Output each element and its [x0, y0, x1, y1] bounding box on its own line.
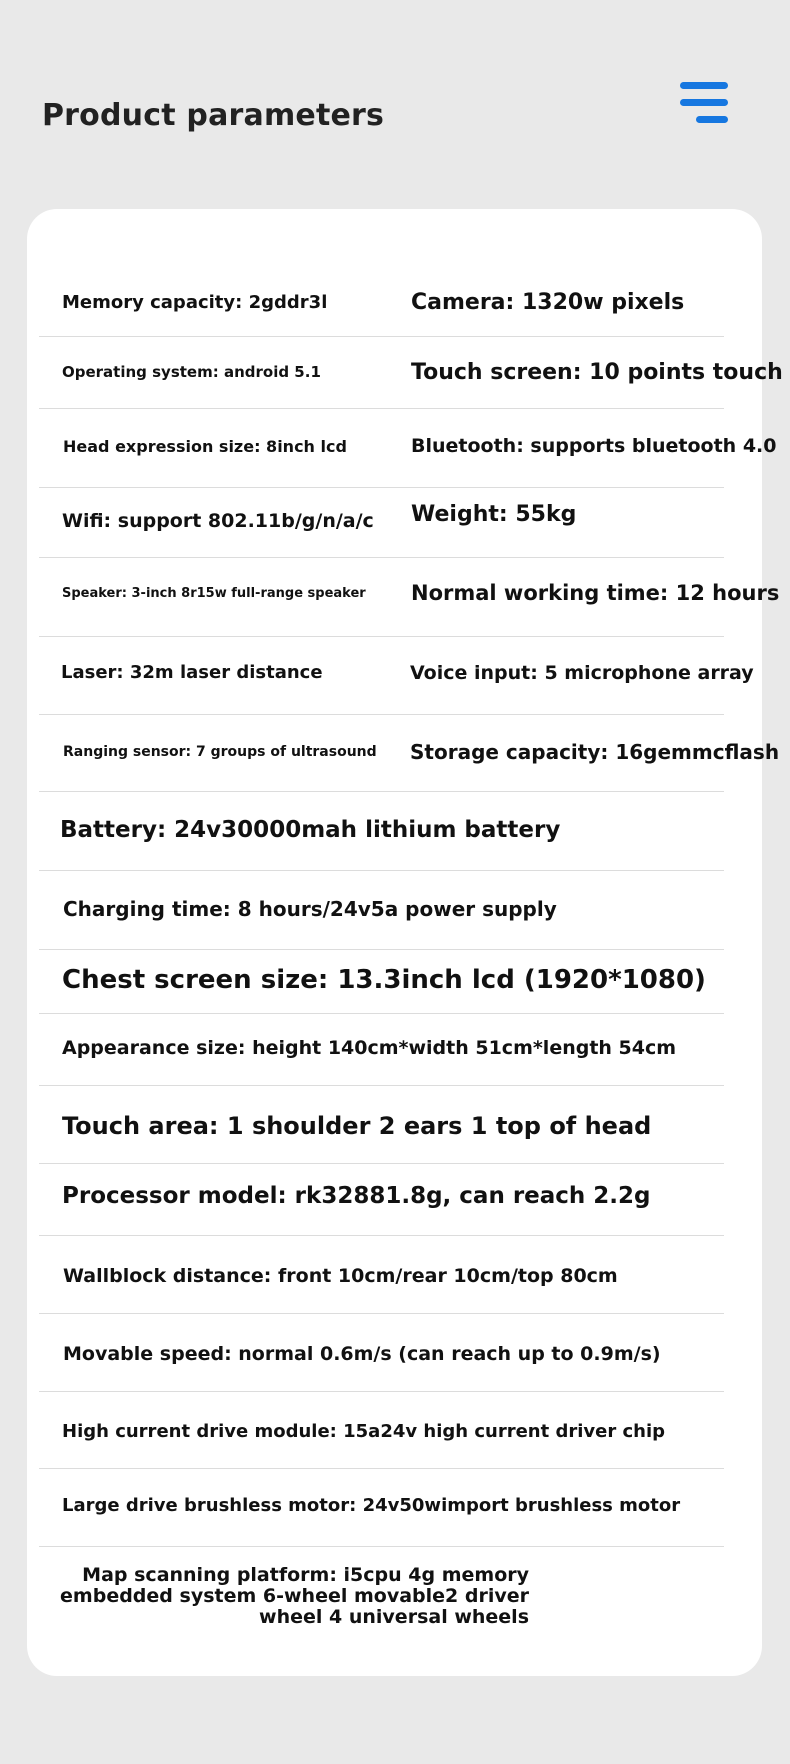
param-row: [39, 1235, 724, 1314]
param-right: Weight: 55kg: [411, 502, 577, 527]
param-row: [39, 1013, 724, 1086]
param-row: [39, 336, 783, 409]
last-line-3: wheel 4 universal wheels: [259, 1606, 529, 1628]
param-row: [39, 949, 724, 1014]
param-row: [39, 487, 724, 558]
param-left: Head expression size: 8inch lcd: [63, 437, 347, 456]
param-row: [39, 1468, 724, 1547]
param-left: Processor model: rk32881.8g, can reach 2.2g: [62, 1183, 651, 1209]
last-line-2: embedded system 6-wheel movable2 driver: [60, 1585, 529, 1607]
map-scanning-platform-text: [60, 1565, 529, 1628]
param-right: Touch screen: 10 points touch: [411, 360, 783, 385]
param-right: Camera: 1320w pixels: [411, 290, 685, 315]
param-row: [39, 557, 780, 637]
param-row: [39, 1313, 724, 1392]
param-row: [39, 1391, 724, 1469]
param-left: High current drive module: 15a24v high current driver chip: [62, 1421, 666, 1442]
param-row: [39, 1085, 724, 1164]
param-right: Voice input: 5 microphone array: [410, 662, 754, 684]
parameters-card: [27, 209, 783, 1676]
param-row: [39, 714, 780, 792]
param-left: Touch area: 1 shoulder 2 ears 1 top of head: [62, 1112, 652, 1140]
param-left: Wifi: support 802.11b/g/n/a/c: [62, 510, 374, 532]
param-right: Bluetooth: supports bluetooth 4.0: [411, 435, 777, 457]
param-left: Memory capacity: 2gddr3l: [62, 292, 328, 313]
param-row: [39, 791, 724, 871]
param-row: [39, 408, 777, 488]
param-left: Wallblock distance: front 10cm/rear 10cm/top 80cm: [63, 1265, 618, 1287]
param-left: Large drive brushless motor: 24v50wimport brushless motor: [62, 1495, 681, 1516]
param-left: Appearance size: height 140cm*width 51cm*length 54cm: [62, 1037, 677, 1059]
param-row: [39, 870, 724, 950]
param-right: Normal working time: 12 hours: [411, 581, 780, 605]
param-row: [39, 209, 724, 337]
param-left: Battery: 24v30000mah lithium battery: [60, 817, 561, 843]
param-left: Speaker: 3-inch 8r15w full-range speaker: [62, 586, 366, 601]
page-title: Product parameters: [42, 98, 385, 133]
last-line-1: Map scanning platform: i5cpu 4g memory: [82, 1564, 529, 1586]
param-row: [39, 1163, 724, 1236]
param-left: Laser: 32m laser distance: [61, 662, 323, 683]
hamburger-menu-icon[interactable]: [680, 82, 728, 124]
param-left: Ranging sensor: 7 groups of ultrasound: [63, 744, 377, 760]
param-left: Chest screen size: 13.3inch lcd (1920*1080): [62, 965, 706, 995]
param-left: Operating system: android 5.1: [62, 363, 321, 381]
param-left: Movable speed: normal 0.6m/s (can reach up to 0.9m/s): [63, 1343, 661, 1365]
param-row: [39, 636, 754, 715]
param-right: Storage capacity: 16gemmcflash: [410, 740, 780, 764]
param-left: Charging time: 8 hours/24v5a power supply: [63, 897, 557, 921]
